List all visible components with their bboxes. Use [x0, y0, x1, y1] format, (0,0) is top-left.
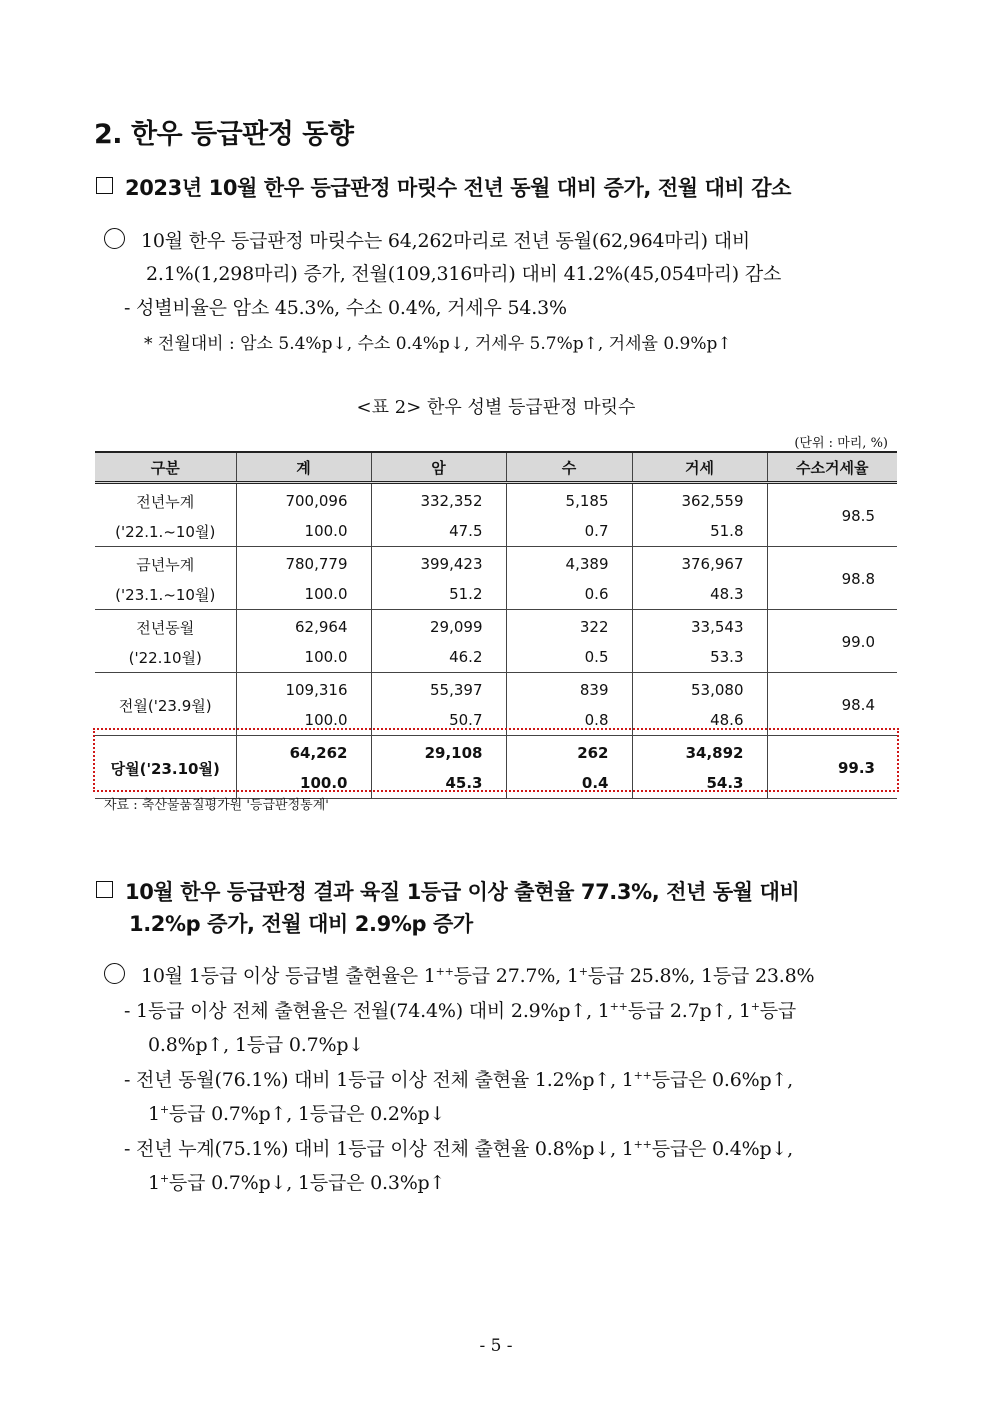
cell-pct-male: 0.8	[506, 705, 632, 736]
header-category: 구분	[95, 452, 236, 483]
para1-line3: - 성별비율은 암소 45.3%, 수소 0.4%, 거세우 54.3%	[124, 297, 567, 319]
cell-pct-male: 0.4	[506, 768, 632, 799]
text: - 전년 누계(75.1%) 대비 1등급 이상 전체 출현율 0.8%p↓, 1	[124, 1138, 634, 1160]
cell-female: 29,099	[371, 610, 506, 643]
cell-pct-male: 0.6	[506, 579, 632, 610]
cell-pct-male: 0.7	[506, 516, 632, 547]
header-total: 계	[236, 452, 371, 483]
text: 10월 1등급 이상 등급별 출현율은 1	[141, 965, 436, 987]
section-title: 2. 한우 등급판정 동향	[94, 119, 354, 150]
heading-1-text: 2023년 10월 한우 등급판정 마릿수 전년 동월 대비 증가, 전월 대비 감소	[125, 176, 792, 200]
table-caption: <표 2> 한우 성별 등급판정 마릿수	[356, 397, 636, 418]
circle-bullet-icon	[104, 963, 125, 984]
cell-male: 839	[506, 673, 632, 706]
para2-line6	[124, 1134, 793, 1161]
circle-bullet-icon	[104, 228, 125, 249]
sup: +	[750, 1000, 760, 1013]
heading-2-line1: 10월 한우 등급판정 결과 육질 1등급 이상 출현율 77.3%, 전년 동월 대비	[125, 880, 800, 904]
cell-pct-steer: 54.3	[632, 768, 767, 799]
cell-total: 64,262	[236, 736, 371, 769]
cell-pct-total: 100.0	[236, 642, 371, 673]
cell-castration-rate: 98.8	[767, 547, 897, 610]
cell-male: 5,185	[506, 483, 632, 517]
table-header-row	[95, 452, 897, 483]
header-castration-rate: 수소거세율	[767, 452, 897, 483]
cell-female: 399,423	[371, 547, 506, 580]
cell-castration-rate: 98.4	[767, 673, 897, 736]
cell-female: 332,352	[371, 483, 506, 517]
table-row	[95, 483, 897, 517]
cell-pct-steer: 48.3	[632, 579, 767, 610]
heading-2	[96, 876, 799, 906]
para2-line2	[124, 996, 796, 1023]
sup: +	[159, 1103, 169, 1116]
current-month-highlight-box	[93, 728, 899, 792]
para2-line3: 0.8%p↑, 1등급 0.7%p↓	[148, 1034, 365, 1056]
para2-line5	[148, 1099, 445, 1126]
cell-male: 262	[506, 736, 632, 769]
text: 등급은 0.6%p↑,	[651, 1069, 793, 1091]
cell-castration-rate: 99.3	[767, 736, 897, 799]
sup: ++	[633, 1138, 652, 1151]
cell-pct-steer: 48.6	[632, 705, 767, 736]
sup: +	[159, 1172, 169, 1185]
para2-line1	[104, 961, 814, 988]
header-female: 암	[371, 452, 506, 483]
table-row	[95, 610, 897, 643]
text: 등급	[759, 1000, 797, 1022]
cell-pct-total: 100.0	[236, 705, 371, 736]
cell-pct-male: 0.5	[506, 642, 632, 673]
cell-total: 62,964	[236, 610, 371, 643]
cell-pct-female: 50.7	[371, 705, 506, 736]
cell-total: 700,096	[236, 483, 371, 517]
checkbox-bullet-icon	[96, 177, 113, 194]
heading-1	[96, 172, 791, 202]
header-steer: 거세	[632, 452, 767, 483]
sup: ++	[609, 1000, 628, 1013]
text: 등급 2.7p↑, 1	[627, 1000, 751, 1022]
cell-male: 4,389	[506, 547, 632, 580]
sup: +	[578, 965, 588, 978]
cell-total: 109,316	[236, 673, 371, 706]
cell-pct-female: 51.2	[371, 579, 506, 610]
cell-pct-female: 45.3	[371, 768, 506, 799]
text: 등급 0.7%p↓, 1등급은 0.3%p↑	[168, 1172, 446, 1194]
para1-line1-text: 10월 한우 등급판정 마릿수는 64,262마리로 전년 동월(62,964마리) 대비	[141, 230, 751, 252]
text: 등급 25.8%, 1등급 23.8%	[587, 965, 815, 987]
text: 1	[148, 1103, 160, 1125]
row-sublabel: ('22.1.~10월)	[95, 516, 236, 547]
row-label-current: 당월('23.10월)	[95, 736, 236, 799]
cell-pct-total: 100.0	[236, 579, 371, 610]
table-row	[95, 673, 897, 706]
cell-female: 29,108	[371, 736, 506, 769]
para1-line1	[104, 226, 750, 253]
cell-pct-steer: 53.3	[632, 642, 767, 673]
checkbox-bullet-icon	[96, 881, 113, 898]
cell-castration-rate: 98.5	[767, 483, 897, 547]
cell-female: 55,397	[371, 673, 506, 706]
cell-steer: 376,967	[632, 547, 767, 580]
row-label: 전월('23.9월)	[95, 673, 236, 736]
table-source: 자료 : 축산물품질평가원 '등급판정통계'	[104, 798, 329, 813]
para1-line2: 2.1%(1,298마리) 증가, 전월(109,316마리) 대비 41.2%(45,054마리) 감소	[146, 263, 782, 285]
row-label: 전년누계	[95, 483, 236, 517]
cell-castration-rate: 99.0	[767, 610, 897, 673]
text: 등급은 0.4%p↓,	[651, 1138, 793, 1160]
cell-steer: 33,543	[632, 610, 767, 643]
para1-note: * 전월대비 : 암소 5.4%p↓, 수소 0.4%p↓, 거세우 5.7%p↑, 거세율 0.9%p↑	[144, 334, 732, 354]
cell-pct-female: 47.5	[371, 516, 506, 547]
page-number: - 5 -	[479, 1336, 513, 1356]
text: 등급 27.7%, 1	[453, 965, 579, 987]
para2-line4	[124, 1065, 793, 1092]
cell-steer: 362,559	[632, 483, 767, 517]
text: 등급 0.7%p↑, 1등급은 0.2%p↓	[168, 1103, 446, 1125]
cell-male: 322	[506, 610, 632, 643]
row-sublabel: ('22.10월)	[95, 642, 236, 673]
row-label: 전년동월	[95, 610, 236, 643]
cell-pct-steer: 51.8	[632, 516, 767, 547]
heading-2-line2: 1.2%p 증가, 전월 대비 2.9%p 증가	[129, 912, 473, 936]
cell-total: 780,779	[236, 547, 371, 580]
table-unit: (단위 : 마리, %)	[794, 436, 888, 451]
cell-pct-total: 100.0	[236, 516, 371, 547]
row-label: 금년누계	[95, 547, 236, 580]
cell-pct-total: 100.0	[236, 768, 371, 799]
text: - 전년 동월(76.1%) 대비 1등급 이상 전체 출현율 1.2%p↑, 1	[124, 1069, 634, 1091]
sup: ++	[435, 965, 454, 978]
cell-pct-female: 46.2	[371, 642, 506, 673]
table-row	[95, 547, 897, 580]
para2-line7	[148, 1168, 445, 1195]
cell-steer: 53,080	[632, 673, 767, 706]
text: - 1등급 이상 전체 출현율은 전월(74.4%) 대비 2.9%p↑, 1	[124, 1000, 610, 1022]
cell-steer: 34,892	[632, 736, 767, 769]
header-male: 수	[506, 452, 632, 483]
text: 1	[148, 1172, 160, 1194]
sup: ++	[633, 1069, 652, 1082]
row-sublabel: ('23.1.~10월)	[95, 579, 236, 610]
